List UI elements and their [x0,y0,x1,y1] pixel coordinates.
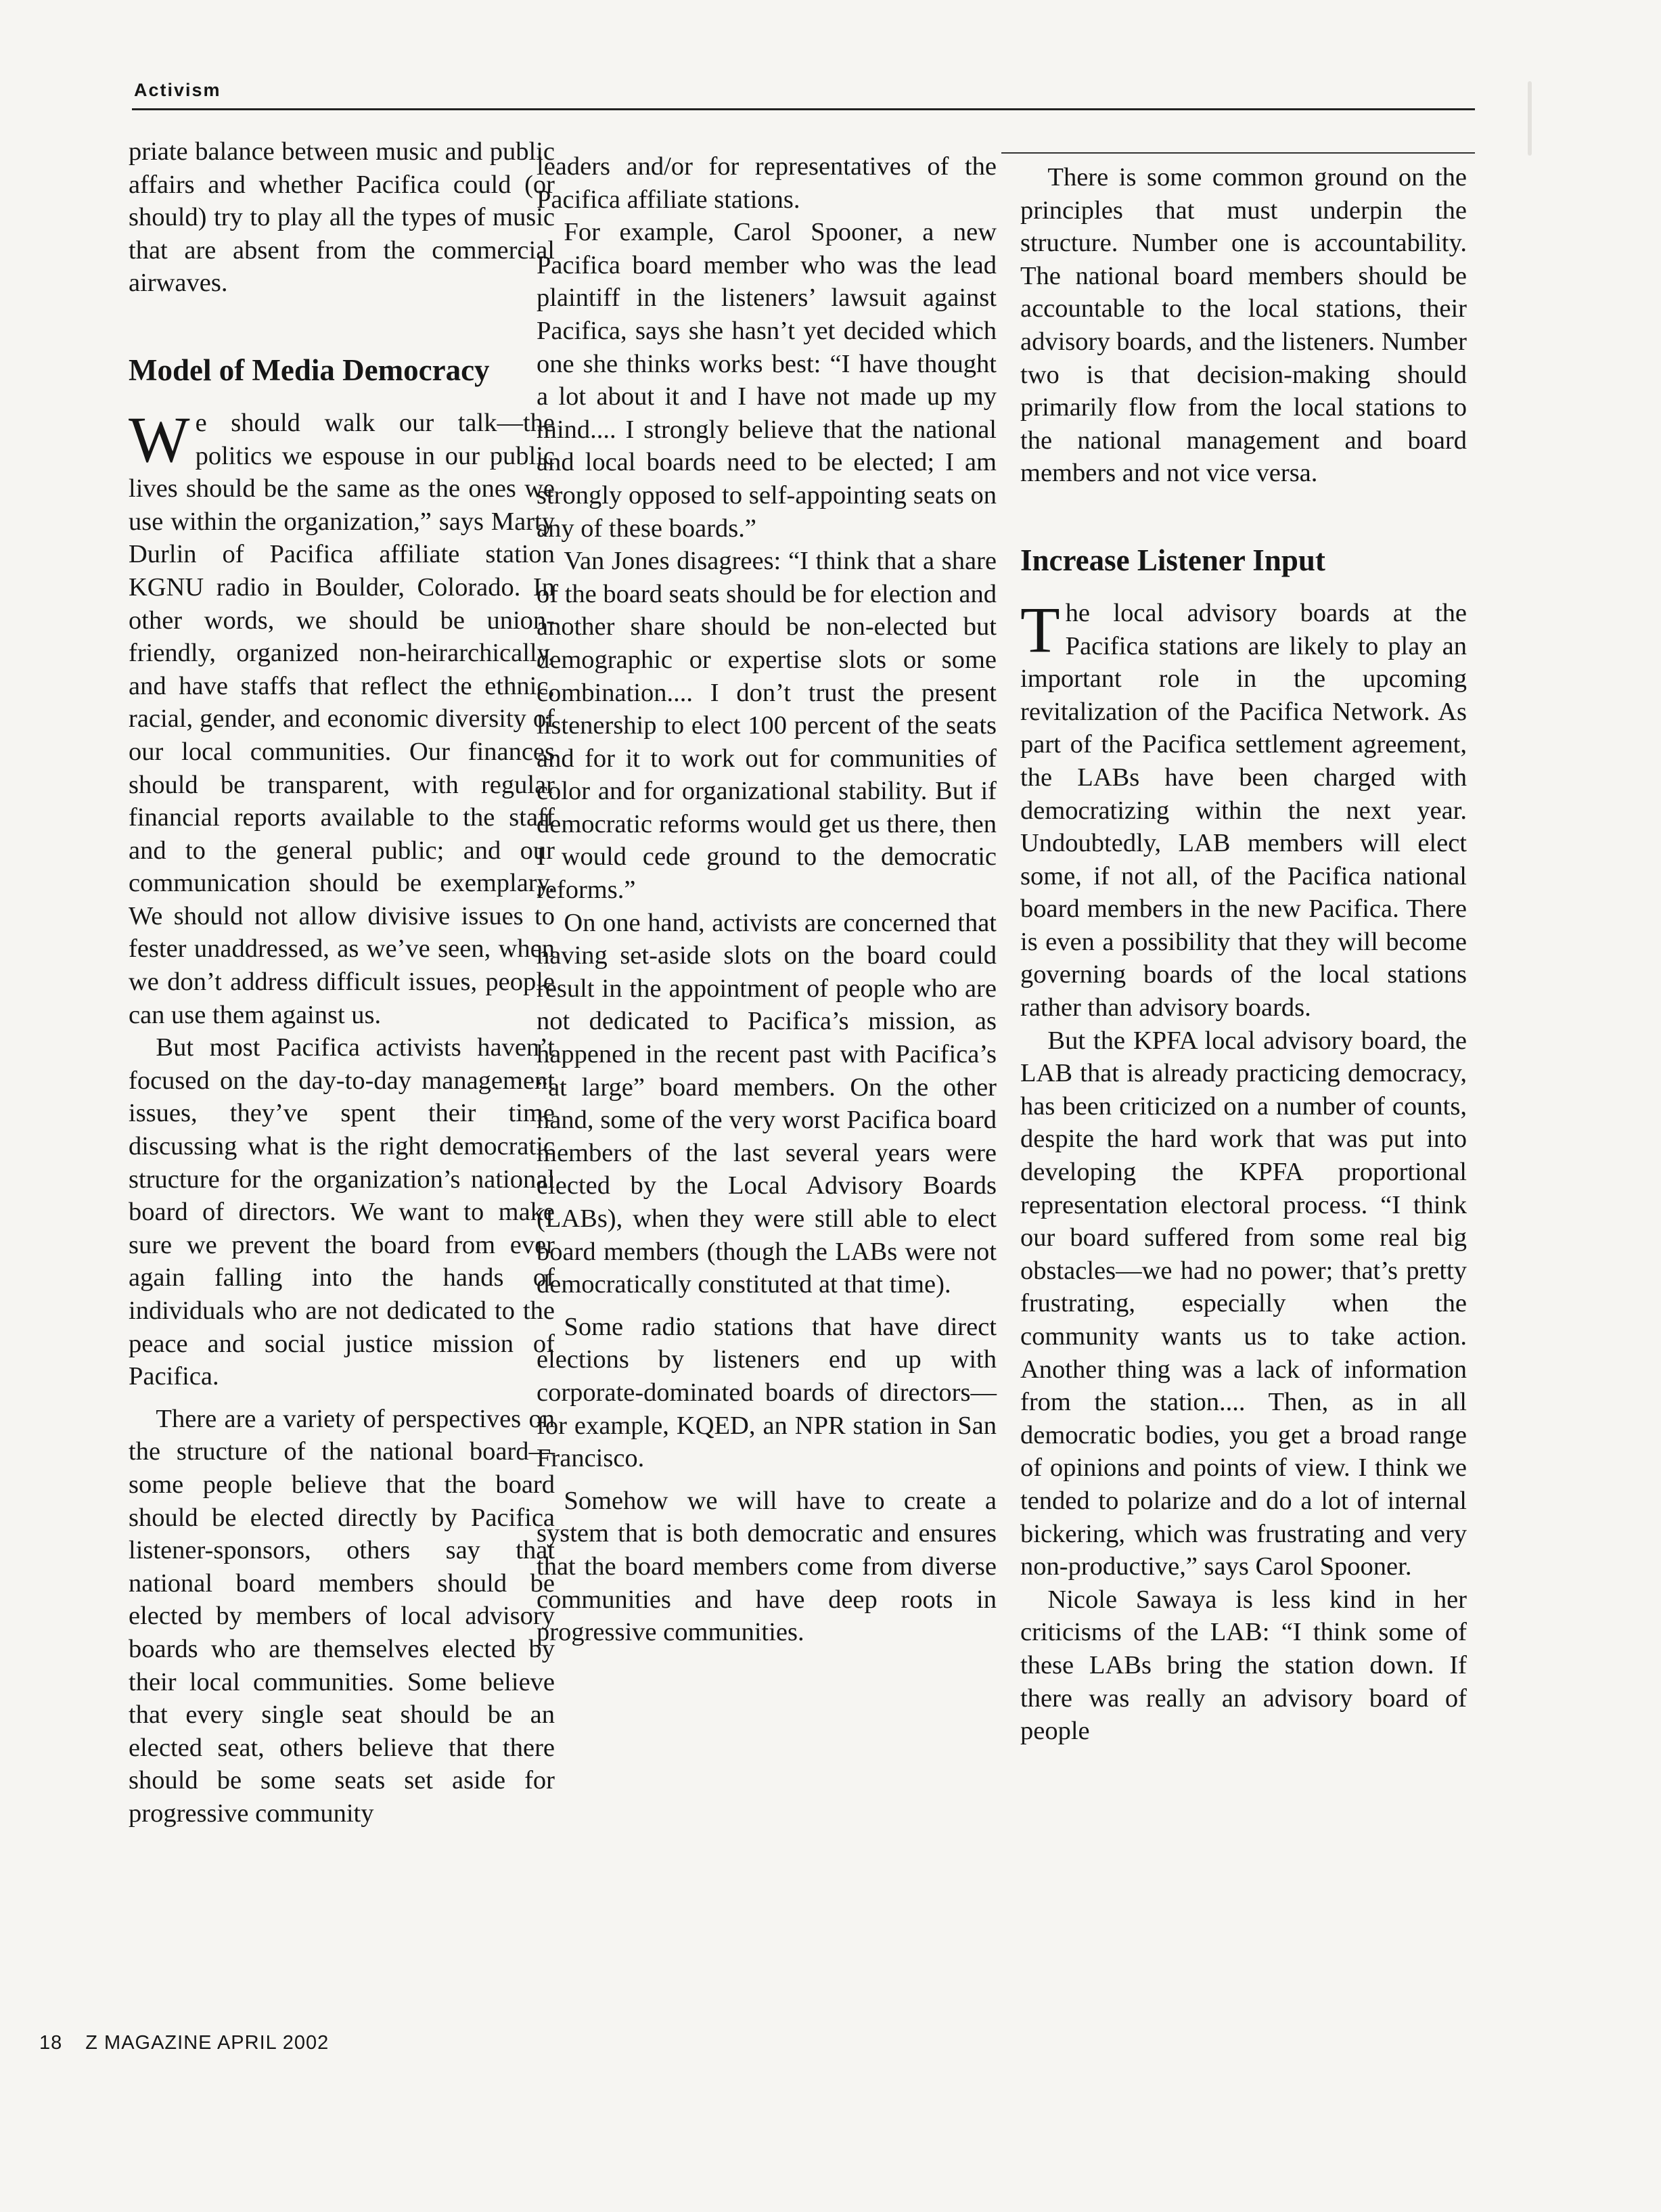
paragraph: priate balance between music and public affairs and whether Pacifica could (or should) try to play all the types of music that are absent from the commercial airwaves. [129,137,555,298]
article-column-3 [1020,161,1467,1748]
column-rule [1001,152,1475,154]
article-column-2 [537,150,997,1649]
paragraph: But the KPFA local advisory board, the LAB that is already practicing democracy, has been criticized on a number of counts, despite the hard work that was put into developing the KPFA proportional representation electoral process. “I think our board suffered from some real big obstacles—we had no power; that’s pretty frustrating, especially when the community wants us to take action. Another thing was a lack of information from the station.... Then, as in all democratic bodies, you get a broad range of opinions and points of view. I think we tended to polarize and do a lot of internal bickering, which was frustrating and very non-productive,” says Carol Spooner. [1020,1026,1467,1581]
section-heading: Model of Media Democracy [129,353,490,387]
paragraph-text: he local advisory boards at the Pacifica stations are likely to play an important role in the upcoming revitalization of the Pacifica Network. As part of the Pacifica settlement agreement, the LABs have been charged with democratizing within the next year. Undoubtedly, LAB members will elect some, if not all, of the Pacifica national board members in the new Pacifica. There is even a possibility that they will become governing boards of the local stations rather than advisory boards. [1020,598,1467,1022]
paragraph: There are a variety of perspectives on the structure of the national board—some people believe that the board should be elected directly by Pacifica listener-sponsors, others say that national board members should be elected by members of local advisory boards who are themselves elected by their local communities. Some believe that every single seat should be an elected seat, others believe that there should be some seats set aside for progressive community [129,1404,555,1828]
paragraph: leaders and/or for representatives of the Pacifica affiliate stations. [537,152,997,214]
paragraph: For example, Carol Spooner, a new Pacifica board member who was the lead plaintiff in the listeners’ lawsuit against Pacifica, says she hasn’t yet decided which one she thinks works best: “I have thought a lot about it and I have not made up my mind.... I strongly believe that the national and local boards need to be elected; I am strongly opposed to self-appointing seats on any of these boards.” [537,218,997,543]
paragraph: Somehow we will have to create a system that is both democratic and ensures that the board members come from diverse communities and have deep roots in progressive communities. [537,1486,997,1647]
paragraph: On one hand, activists are concerned that having set-aside slots on the board could result in the appointment of people who are not dedicated to Pacifica’s mission, as happened in the recent past with Pacifica’s “at large” board members. On the other hand, some of the very worst Pacifica board members of the last several years were elected by the Local Advisory Boards (LABs), when they were still able to elect board members (though the LABs were not democratically constituted at that time). [537,908,997,1299]
page-number: 18 [39,2032,63,2054]
paragraph: There is some common ground on the principles that must underpin the structure. Number one is accountability. The national board members should be accountable to the local stations, their advisory boards, and the listeners. Number two is that decision-making should primarily flow from the local stations to the national management and board members and not vice versa. [1020,163,1467,488]
section-heading: Increase Listener Input [1020,543,1325,577]
paragraph: Nicole Sawaya is less kind in her criticisms of the LAB: “I think some of these LABs bring the station down. If there was really an advisory board of people [1020,1585,1467,1746]
paragraph [129,403,555,1031]
article-column-1 [129,135,555,1830]
paragraph [1020,593,1467,1024]
publication-name: Z MAGAZINE APRIL 2002 [85,2032,329,2054]
paragraph: Some radio stations that have direct elections by listeners end up with corporate-dominated boards of directors—for example, KQED, an NPR station in San Francisco. [537,1312,997,1473]
paragraph: Van Jones disagrees: “I think that a share of the board seats should be for election and another share should be non-elected but demographic or expertise slots or some combination.... I don’t trust the present listenership to elect 100 percent of the seats and for it to work out for communities of color and for organizational stability. But if democratic reforms would get us there, then I would cede ground to the democratic reforms.” [537,547,997,905]
page-fold-mark [1528,81,1532,156]
header-rule [132,108,1475,110]
page-footer [39,2032,329,2054]
section-label: Activism [134,80,221,100]
paragraph-text: e should walk our talk—the politics we espouse in our public lives should be the same as the ones we use within the organization,” says Marty Durlin of Pacifica affiliate station KGNU radio in Boulder, Colorado. In other words, we should be union-friendly, organized non-heirarchically, and have staffs that reflect the ethnic, racial, gender, and economic diversity of our local communities. Our finances should be transparent, with regular financial reports available to the staff and to the general public; and our communication should be exemplary. We should not allow divisive issues to fester unaddressed, as we’ve seen, when we don’t address difficult issues, people can use them against us. [129,408,555,1029]
paragraph: But most Pacifica activists haven’t focused on the day-to-day management issues, they’ve spent their time discussing what is the right democratic structure for the organization’s national board of directors. We want to make sure we prevent the board from ever again falling into the hands of individuals who are not dedicated to the peace and social justice mission of Pacifica. [129,1033,555,1391]
drop-cap: T [1020,593,1060,666]
drop-cap: W [129,403,190,476]
